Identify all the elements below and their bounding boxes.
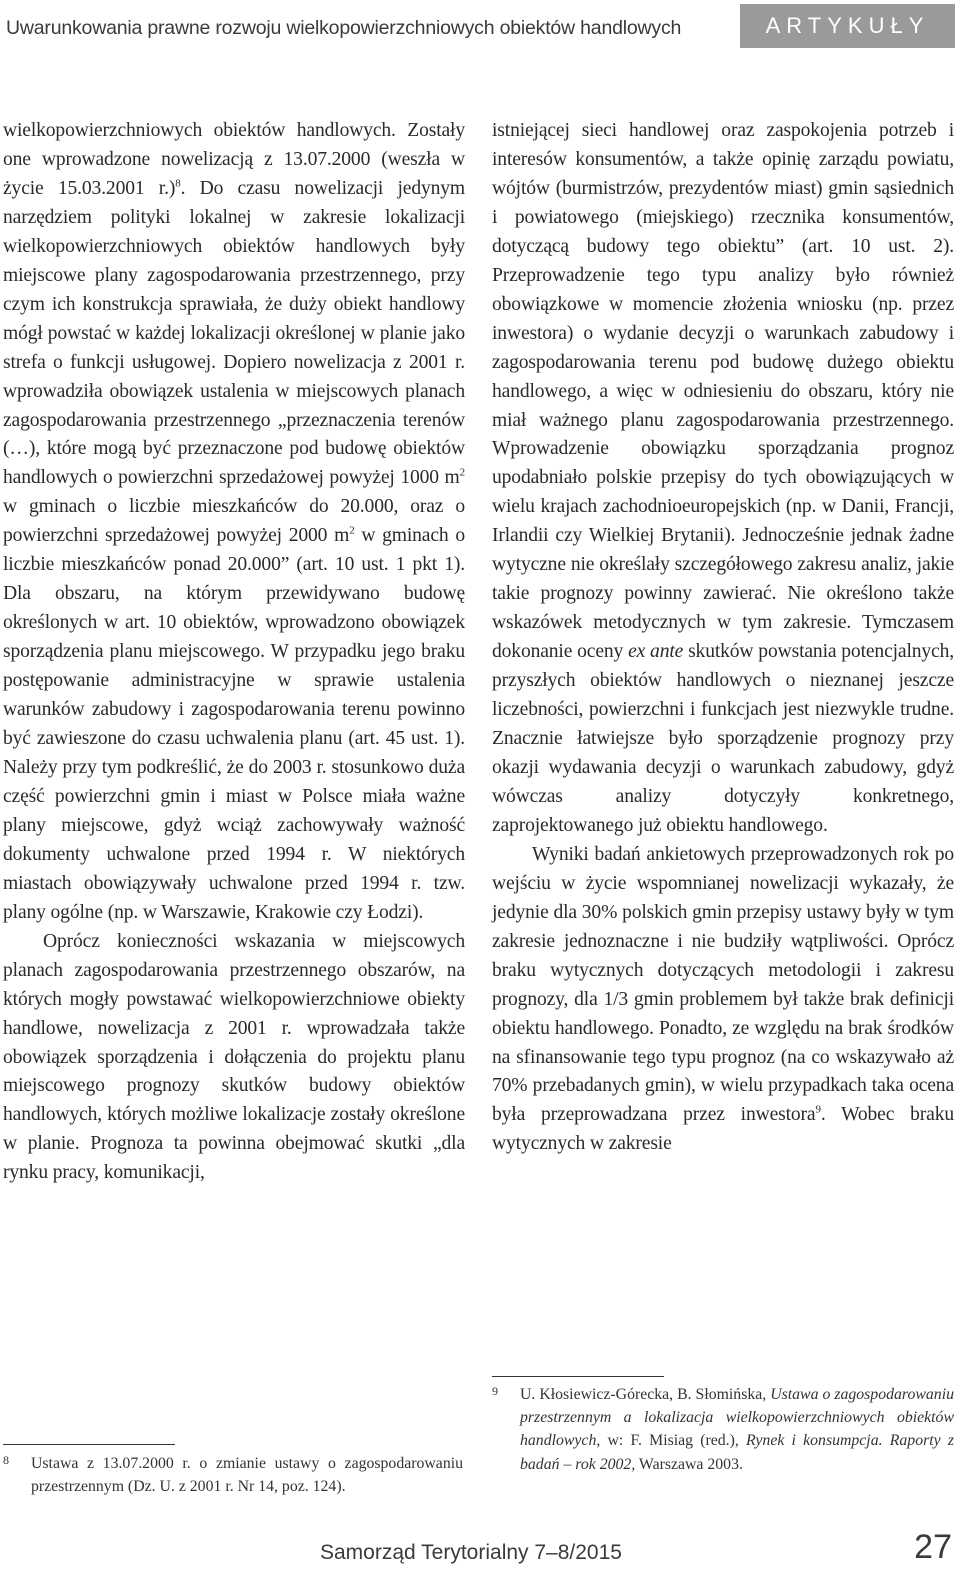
left-p1-text-2: . Do czasu nowelizacji jedynym narzędziem polityki lokalnej w zakresie lokalizacji wielkopowierzchniowych obiektów handlowych były miejscowe plany zagospodarowania przestrzennego, przy czym ich konstrukcja sprawiała, że duży obiekt handlowy mógł powstać w każdej lokalizacji określonej w planie jako strefa o funkcji usługowej. Dopiero nowelizacja z 2001 r. wprowadziła obowiązek ustalenia w miejscowych planach zagospodarowania przestrzennego „przeznaczenia terenów (…), które mogą być przeznaczone pod budowę obiektów handlowych o powierzchni sprzedażowej powyżej 1000 m	[3, 177, 465, 489]
footnote-ref-8[interactable]: 8	[175, 177, 181, 190]
footnote-9-text	[492, 1383, 954, 1476]
running-title: Uwarunkowania prawne rozwoju wielkopowierzchniowych obiektów handlowych	[6, 17, 682, 39]
superscript-2: 2	[349, 524, 355, 537]
left-paragraph-1	[3, 117, 465, 928]
left-paragraph-2: Oprócz konieczności wskazania w miejscowych planach zagospodarowania przestrzennego obszarów, na których mogły powstawać wielkopowierzchniowe obiekty handlowe, nowelizacja z 2001 r. wprowadzała także obowiązek sporządzenia i dołączenia do projektu planu miejscowego prognozy skutków budowy obiektów handlowych, których możliwe lokalizacje zostały określone w planie. Prognoza ta powinna obejmować skutki „dla rynku pracy, komunikacji,	[3, 930, 465, 1184]
footnote-9-end: , Warszawa 2003.	[631, 1455, 743, 1473]
right-p1-text: istniejącej sieci handlowej oraz zaspokojenia potrzeb i interesów konsumentów, a także opinię zarządu powiatu, wójtów (burmistrzów, prezydentów miast) gmin sąsiednich i powiatowego (miejskiego) rzecznika konsumentów, dotyczącą budowy tego obiektu” (art. 10 ust. 2). Przeprowadzenie tego typu analizy było również obowiązkowe w momencie złożenia wniosku (np. przez inwestora) o wydanie decyzji o warunkach zabudowy i zagospodarowania terenu pod budowę dużego obiektu handlowego, a więc w odniesieniu do obszaru, który nie miał ważnego planu zagospodarowania przestrzennego. Wprowadzenie obowiązku sporządzania prognoz upodabniało polskie przepisy do tych obowiązujących w wielu krajach zachodnioeuropejskich (np. w Danii, Francji, Irlandii czy Wielkiej Brytanii). Jednocześnie jednak żadne wytyczne nie określały szczegółowego zakresu analiz, jakie takie prognozy powinny zawierać. Nie określono także wskazówek metodycznych w tym zakresie. Tymczasem dokonanie oceny	[492, 120, 954, 663]
right-p2-text: Wyniki badań ankietowych przeprowadzonych rok po wejściu w życie wspomnianej nowelizacji wykazały, że jedynie dla 30% polskich gmin przepisy ustawy były w tym zakresie jednoznaczne i nie budziły wątpliwości. Oprócz braku wytycznych dotyczących metodologii i zakresu prognozy, dla 1/3 gmin problemem był także brak definicji obiektu handlowego. Ponadto, ze względu na brak środków na sfinansowanie tego typu prognoz (na co wskazywało aż 70% przebadanych gmin), w wielu przypadkach taka ocena była przeprowadzana przez inwestora	[492, 843, 954, 1126]
right-p1-text-2: skutków powstania potencjalnych, przyszłych obiektów handlowych o nieznanej jeszcze liczebności, powierzchni i funkcjach jest niezwykle trudne. Znacznie łatwiejsze było sporządzenie prognozy przy okazji wydawania decyzji o warunkach zabudowy, gdyż wówczas analizy dotyczyły konkretnego, zaprojektowanego już obiektu handlowego.	[492, 641, 954, 836]
superscript-2: 2	[459, 466, 465, 479]
right-p1-italic: ex ante	[628, 641, 684, 663]
running-header	[0, 0, 960, 64]
right-paragraph-1	[492, 117, 954, 841]
footnote-9-mid: , w: F. Misiag (red.),	[596, 1432, 747, 1450]
left-p1-text: wielkopowierzchniowych obiektów handlowych. Zostały one wprowadzone nowelizacją z 13.07.2000 (weszła w życie 15.03.2001 r.)	[3, 120, 465, 199]
footnote-8	[3, 1452, 463, 1498]
right-column	[492, 117, 954, 1159]
left-p1-text-4: w gminach o liczbie mieszkańców ponad 20.000” (art. 10 ust. 1 pkt 1). Dla obszaru, na którym przewidywano budowę określonych w art. 10 obiektów, wprowadzono obowiązek sporządzenia planu miejscowego. W przypadku jego braku postępowanie administracyjne w sprawie ustalenia warunków zabudowy i zagospodarowania terenu powinno być zawieszone do czasu uchwalenia planu (art. 45 ust. 1). Należy przy tym podkreślić, że do 2003 r. stosunkowo duża część powierzchni gmin i miast w Polsce miała ważne plany miejscowe, gdyż wciąż zachowywały ważność dokumenty uchwalone przed 1994 r. W niektórych miastach obowiązywały uchwalone przed 1994 r. tzw. plany ogólne (np. w Warszawie, Krakowie czy Łodzi).	[3, 525, 465, 923]
footnote-ref-9[interactable]: 9	[815, 1103, 821, 1116]
footnote-9	[492, 1383, 954, 1476]
footnote-9-title: Ustawa o zagospodarowaniu przestrzennym a lokalizacja wielkopowierzchniowych obiektów handlowych	[520, 1386, 954, 1450]
footnote-8-number: 8	[3, 1453, 9, 1467]
left-p1-text-3: w gminach o liczbie mieszkańców do 20.000, oraz o powierzchni sprzedażowej powyżej 2000 m	[3, 496, 465, 547]
footnote-9-author: U. Kłosiewicz-Górecka, B. Słomińska,	[520, 1386, 771, 1403]
page-number: 27	[914, 1528, 952, 1566]
footnote-divider-left	[3, 1444, 175, 1445]
right-p2-text-2: . Wobec braku wytycznych w zakresie	[492, 1104, 954, 1155]
footnote-9-book: Rynek i konsumpcja. Raporty z badań – rok 2002	[520, 1432, 954, 1473]
section-label: ARTYKUŁY	[740, 4, 955, 48]
page-footer	[0, 1528, 960, 1576]
journal-name: Samorząd Terytorialny 7–8/2015	[320, 1541, 622, 1564]
left-column	[3, 117, 465, 1188]
footnote-8-text: Ustawa z 13.07.2000 r. o zmianie ustawy o zagospodarowaniu przestrzennym (Dz. U. z 2001 r. Nr 14, poz. 124).	[31, 1455, 463, 1496]
right-paragraph-2	[492, 841, 954, 1159]
footnote-divider-right	[492, 1376, 664, 1377]
footnote-9-number: 9	[492, 1384, 498, 1398]
